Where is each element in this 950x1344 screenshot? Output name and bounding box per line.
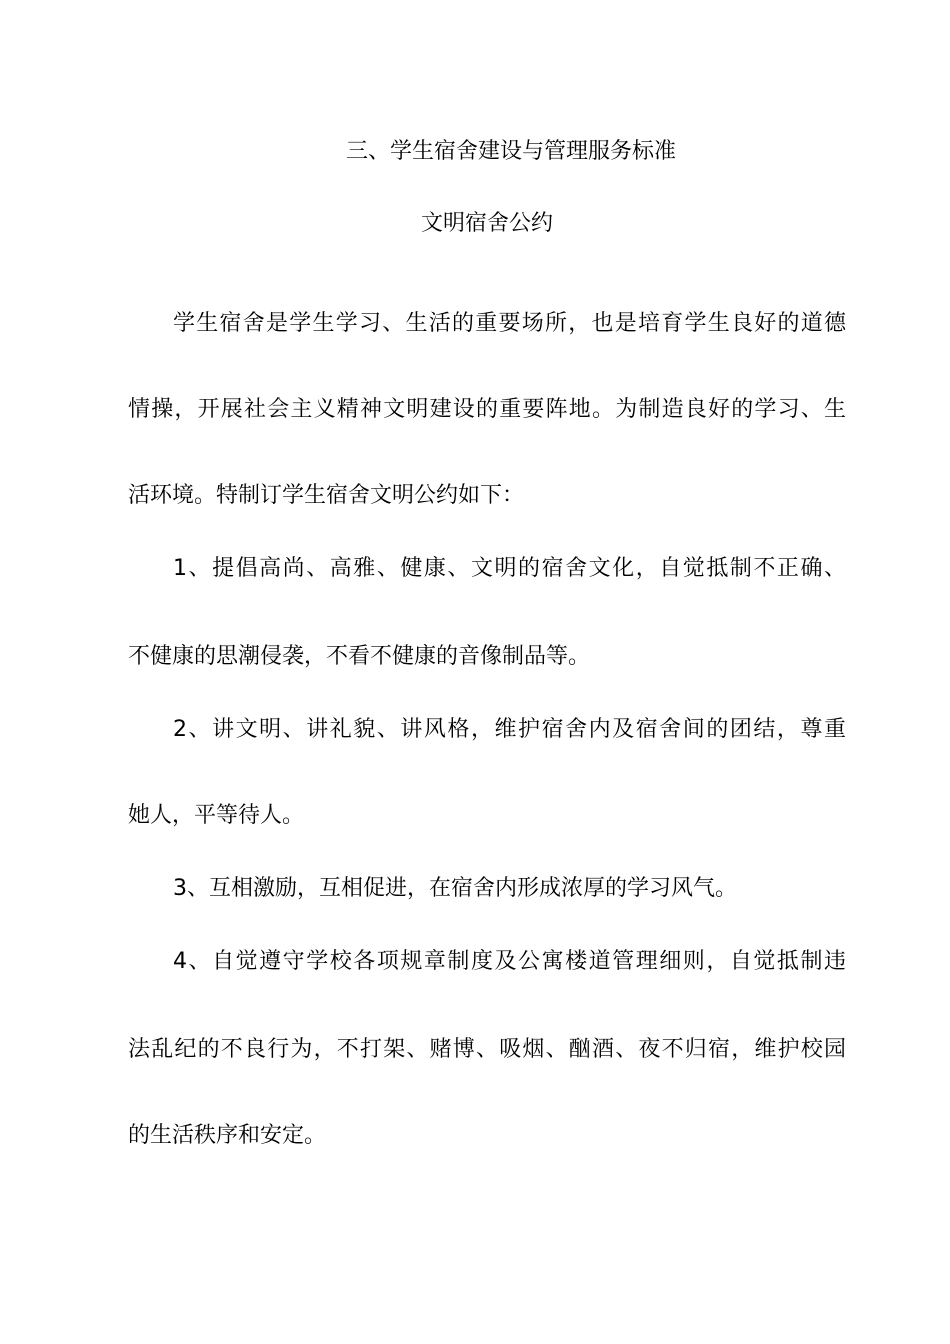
paragraph-line: 1、提倡高尚、高雅、健康、文明的宿舍文化，自觉抵制不正确、 [173,556,846,581]
paragraph-line: 4、自觉遵守学校各项规章制度及公寓楼道管理细则，自觉抵制违 [173,949,846,974]
paragraph-line: 学生宿舍是学生学习、生活的重要场所，也是培育学生良好的道德 [173,311,846,336]
document-title: 文明宿舍公约 [420,211,553,236]
paragraph-line: 她人，平等待人。 [128,803,305,828]
paragraph-line: 法乱纪的不良行为，不打架、赌博、吸烟、酗酒、夜不归宿，维护校园 [128,1037,846,1062]
section-title: 三、学生宿舍建设与管理服务标准 [345,139,676,164]
paragraph-line: 3、互相激励，互相促进，在宿舍内形成浓厚的学习风气。 [173,876,737,901]
paragraph-line: 情操，开展社会主义精神文明建设的重要阵地。为制造良好的学习、生 [128,397,846,422]
paragraph-line: 的生活秩序和安定。 [128,1123,327,1148]
paragraph-line: 活环境。特制订学生宿舍文明公约如下： [128,483,525,508]
paragraph-line: 不健康的思潮侵袭，不看不健康的音像制品等。 [128,644,591,669]
paragraph-line: 2、讲文明、讲礼貌、讲风格，维护宿舍内及宿舍间的团结，尊重 [173,717,846,742]
